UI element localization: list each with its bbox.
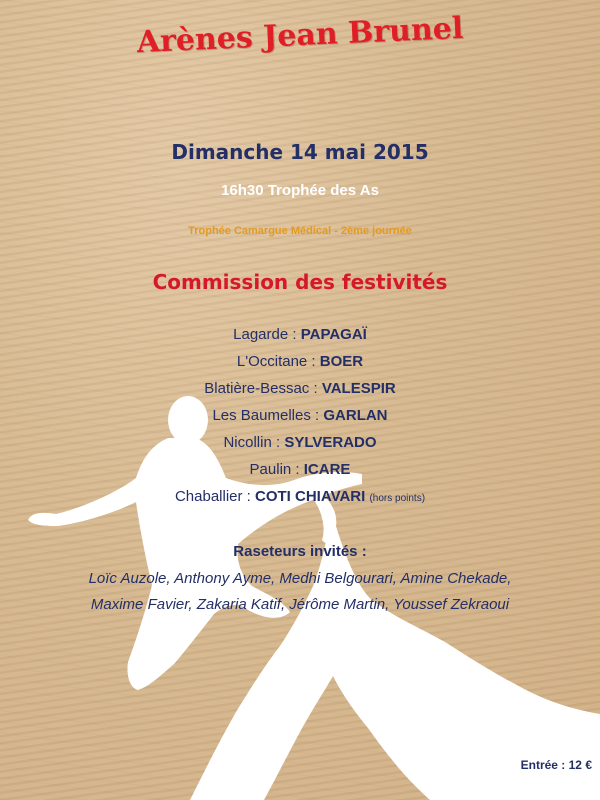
raseteurs-heading: Raseteurs invités : — [233, 543, 367, 560]
raseteurs-line: Maxime Favier, Zakaria Katif, Jérôme Martin, Youssef Zekraoui — [90, 596, 510, 613]
manade-name: L'Occitane — [236, 353, 308, 370]
commission-heading: Commission des festivités — [152, 270, 448, 294]
lineup-row — [0, 379, 600, 406]
trophy-subtitle: Trophée Camargue Médical - 2ème journée — [188, 225, 412, 237]
separator: : — [307, 353, 320, 370]
bull-name: ICARE — [303, 461, 351, 478]
separator: : — [310, 407, 324, 424]
lineup-row — [0, 352, 600, 379]
manade-name: Paulin — [249, 461, 292, 478]
bull-name: GARLAN — [323, 407, 388, 424]
separator: : — [242, 488, 256, 505]
manade-name: Lagarde — [233, 326, 289, 343]
raseteurs-list — [0, 568, 600, 620]
manade-name: Blatière-Bessac — [204, 380, 310, 397]
lineup-row — [0, 406, 600, 433]
manade-name: Les Baumelles — [212, 407, 311, 424]
manade-name: Chaballier — [174, 488, 243, 505]
poster-title: Arènes Jean Brunel — [136, 10, 464, 61]
bull-name: BOER — [319, 353, 364, 370]
lineup-row — [0, 433, 600, 460]
bull-name: VALESPIR — [321, 380, 396, 397]
separator: : — [309, 380, 322, 397]
separator: : — [271, 434, 285, 451]
separator: : — [291, 461, 304, 478]
lineup-row — [0, 460, 600, 487]
lineup-row — [0, 325, 600, 352]
separator: : — [288, 326, 301, 343]
raseteurs-line: Loïc Auzole, Anthony Ayme, Medhi Belgourari, Amine Chekade, — [88, 570, 512, 587]
bull-name: PAPAGAÏ — [300, 326, 367, 343]
event-date: Dimanche 14 mai 2015 — [171, 140, 429, 164]
bull-name: COTI CHIAVARI — [255, 488, 366, 505]
entry-price: Entrée : 12 € — [520, 758, 592, 772]
event-name: 16h30 Trophée des As — [221, 182, 379, 199]
bull-lineup — [0, 325, 600, 514]
manade-name: Nicollin — [223, 434, 272, 451]
bull-name: SYLVERADO — [284, 434, 377, 451]
lineup-row — [0, 487, 600, 514]
hors-points-note: (hors points) — [369, 493, 426, 504]
